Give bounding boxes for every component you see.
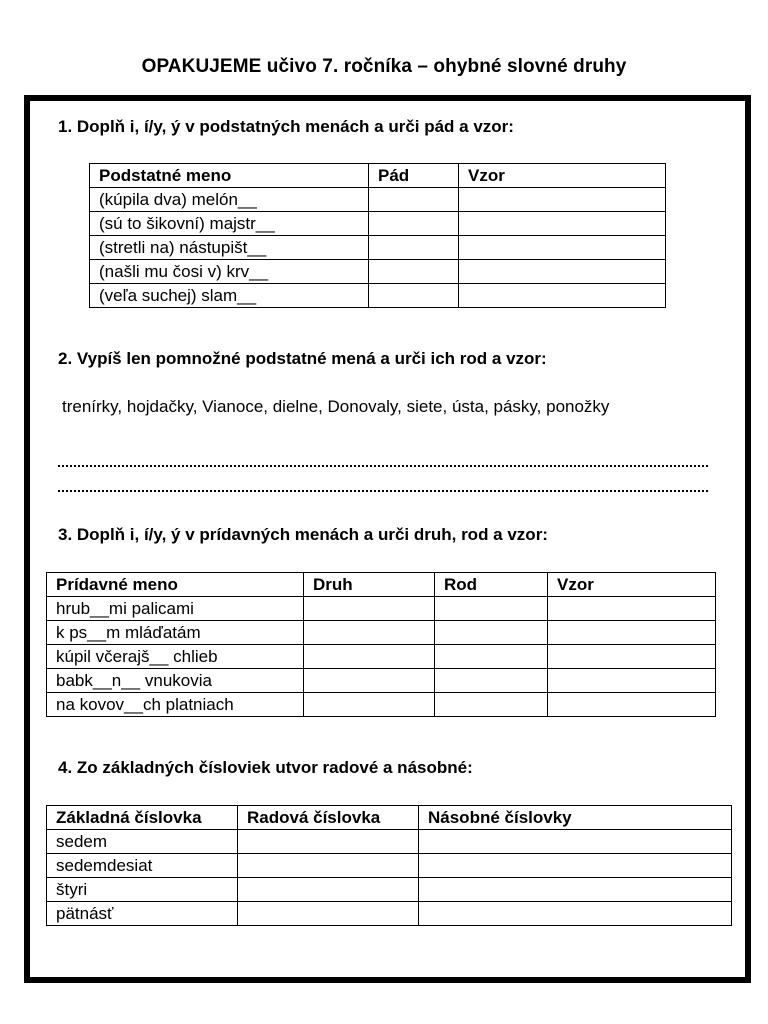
noun-cell: (sú to šikovní) majstr__ xyxy=(90,212,369,236)
answer-cell[interactable] xyxy=(304,645,435,669)
table-header-row xyxy=(47,573,716,597)
table-row xyxy=(47,693,716,717)
document-title: OPAKUJEME učivo 7. ročníka – ohybné slovné druhy xyxy=(141,56,627,77)
table-row xyxy=(47,645,716,669)
answer-cell[interactable] xyxy=(238,902,419,926)
answer-cell[interactable] xyxy=(419,830,732,854)
adjective-cell: k ps__m mláďatám xyxy=(47,621,304,645)
answer-cell[interactable] xyxy=(459,212,666,236)
answer-cell[interactable] xyxy=(238,830,419,854)
column-header: Druh xyxy=(304,573,435,597)
table-row xyxy=(47,621,716,645)
answer-cell[interactable] xyxy=(435,669,548,693)
word-list: trenírky, hojdačky, Vianoce, dielne, Donovaly, siete, ústa, pásky, ponožky xyxy=(62,397,610,416)
answer-cell[interactable] xyxy=(548,645,716,669)
table-row xyxy=(90,260,666,284)
task-4-heading: 4. Zo základných čísloviek utvor radové a násobné: xyxy=(58,758,473,777)
answer-cell[interactable] xyxy=(304,621,435,645)
answer-cell[interactable] xyxy=(548,693,716,717)
table-row xyxy=(47,902,732,926)
answer-cell[interactable] xyxy=(435,645,548,669)
answer-cell[interactable] xyxy=(369,188,459,212)
answer-cell[interactable] xyxy=(459,236,666,260)
noun-cell: (kúpila dva) melón__ xyxy=(90,188,369,212)
table-header-row xyxy=(47,806,732,830)
column-header: Rod xyxy=(435,573,548,597)
table-row xyxy=(90,188,666,212)
answer-cell[interactable] xyxy=(369,212,459,236)
numeral-cell: sedem xyxy=(47,830,238,854)
column-header: Podstatné meno xyxy=(90,164,369,188)
table-row xyxy=(47,597,716,621)
task-1-heading: 1. Doplň i, í/y, ý v podstatných menách a urči pád a vzor: xyxy=(58,117,514,136)
numeral-cell: štyri xyxy=(47,878,238,902)
answer-cell[interactable] xyxy=(435,693,548,717)
answer-line-1[interactable] xyxy=(58,462,708,467)
adjective-cell: kúpil včerajš__ chlieb xyxy=(47,645,304,669)
column-header: Základná číslovka xyxy=(47,806,238,830)
answer-cell[interactable] xyxy=(419,902,732,926)
noun-cell: (našli mu čosi v) krv__ xyxy=(90,260,369,284)
table-header-row xyxy=(90,164,666,188)
table-row xyxy=(47,830,732,854)
noun-cell: (stretli na) nástupišt__ xyxy=(90,236,369,260)
answer-cell[interactable] xyxy=(419,854,732,878)
column-header: Pád xyxy=(369,164,459,188)
adjective-cell: na kovov__ch platniach xyxy=(47,693,304,717)
answer-cell[interactable] xyxy=(238,878,419,902)
table-row xyxy=(90,236,666,260)
answer-cell[interactable] xyxy=(369,284,459,308)
task-2-heading: 2. Vypíš len pomnožné podstatné mená a urči ich rod a vzor: xyxy=(58,349,547,368)
table-row xyxy=(47,854,732,878)
table-row xyxy=(47,878,732,902)
column-header: Vzor xyxy=(459,164,666,188)
table-row xyxy=(90,284,666,308)
answer-cell[interactable] xyxy=(459,284,666,308)
table-row xyxy=(47,669,716,693)
answer-cell[interactable] xyxy=(459,260,666,284)
adjective-cell: babk__n__ vnukovia xyxy=(47,669,304,693)
task-3-heading: 3. Doplň i, í/y, ý v prídavných menách a urči druh, rod a vzor: xyxy=(58,525,548,544)
column-header: Prídavné meno xyxy=(47,573,304,597)
answer-cell[interactable] xyxy=(419,878,732,902)
numeral-cell: pätnásť xyxy=(47,902,238,926)
answer-cell[interactable] xyxy=(548,597,716,621)
task-1-table xyxy=(89,163,666,308)
answer-cell[interactable] xyxy=(435,621,548,645)
column-header: Vzor xyxy=(548,573,716,597)
task-3-table xyxy=(46,572,716,717)
answer-cell[interactable] xyxy=(548,669,716,693)
answer-cell[interactable] xyxy=(238,854,419,878)
column-header: Radová číslovka xyxy=(238,806,419,830)
noun-cell: (veľa suchej) slam__ xyxy=(90,284,369,308)
numeral-cell: sedemdesiat xyxy=(47,854,238,878)
answer-line-2[interactable] xyxy=(58,487,708,492)
adjective-cell: hrub__mi palicami xyxy=(47,597,304,621)
answer-cell[interactable] xyxy=(459,188,666,212)
task-4-table xyxy=(46,805,732,926)
answer-cell[interactable] xyxy=(304,669,435,693)
answer-cell[interactable] xyxy=(369,260,459,284)
answer-cell[interactable] xyxy=(369,236,459,260)
column-header: Násobné číslovky xyxy=(419,806,732,830)
answer-cell[interactable] xyxy=(548,621,716,645)
table-row xyxy=(90,212,666,236)
answer-cell[interactable] xyxy=(304,597,435,621)
answer-cell[interactable] xyxy=(435,597,548,621)
answer-cell[interactable] xyxy=(304,693,435,717)
